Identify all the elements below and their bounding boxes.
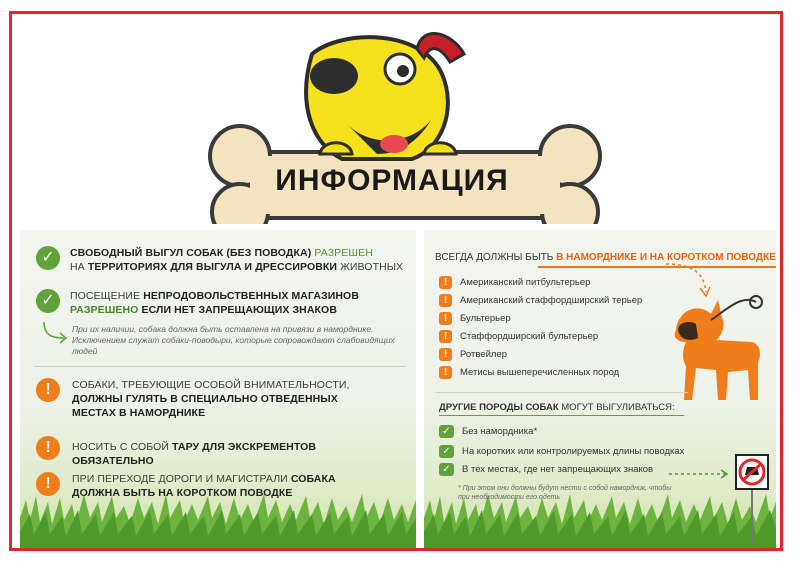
header-text: В НАМОРДНИКЕ И НА КОРОТКОМ ПОВОДКЕ [556,252,776,263]
breed-item [439,294,642,307]
rule-text: ДОЛЖНЫ ГУЛЯТЬ В СПЕЦИАЛЬНО ОТВЕДЕННЫХ МЕСТАХ В НАМОРДНИКЕ [72,393,338,419]
other-label: В тех местах, где нет запрещающих знаков [462,464,654,475]
breed-label: Бультерьер [460,313,511,324]
arrow-icon [669,468,731,480]
rule-text: СВОБОДНЫЙ ВЫГУЛ СОБАК (БЕЗ ПОВОДКА) [70,247,315,259]
rule-shops [36,289,410,317]
rule-waste [36,436,392,468]
panel-divider [419,224,421,551]
rule-special-attention [36,378,382,420]
divider [34,366,406,367]
breed-label: Американский стаффордширский терьер [460,295,643,306]
divider [436,392,688,393]
checkmark-icon: ✓ [439,445,454,458]
breed-label: Метисы вышеперечисленных пород [460,367,620,378]
underline [538,266,776,268]
rule-text: НЕПРОДОВОЛЬСТВЕННЫХ МАГАЗИНОВ [143,290,360,302]
breed-label: Ротвейлер [460,349,507,360]
rule-text: ПОСЕЩЕНИЕ [70,290,144,302]
exclamation-icon: ! [36,436,60,460]
other-breeds-header [439,402,675,413]
breed-item [439,366,619,379]
header [12,14,780,224]
exclamation-icon: ! [36,472,60,496]
muzzle-breeds-header [435,252,776,263]
other-label: На коротких или контролируемых длины поводках [462,446,685,457]
breed-label: Американский питбультерьер [460,277,591,288]
page-title: ИНФОРМАЦИЯ [275,164,509,197]
poster-frame [9,11,783,551]
rule-text: ТАРУ ДЛЯ ЭКСКРЕМЕНТОВ ОБЯЗАТЕЛЬНО [72,441,317,467]
checkmark-icon: ✓ [36,289,60,313]
rule-text: СОБАКА ДОЛЖНА БЫТЬ НА КОРОТКОМ ПОВОДКЕ [72,473,336,499]
header-text: МОГУТ ВЫГУЛИВАТЬСЯ: [558,402,675,413]
other-label: Без намордника* [462,426,538,437]
shops-note: При их наличии, собака должна быть оставлена на привязи в наморднике. Исключением служат собаки-поводыри, которые сопровождают слабовидящих людей [72,324,395,356]
exclamation-icon: ! [439,348,452,361]
rule-free-walking [36,246,410,274]
exclamation-icon: ! [36,378,60,402]
breed-item [439,312,511,325]
other-item [439,425,537,438]
underline [439,415,684,416]
breed-label: Стаффордширский бультерьер [460,331,599,342]
checkmark-icon: ✓ [439,463,454,476]
rule-road-crossing [36,472,382,500]
rule-text: ЖИВОТНЫХ [337,261,404,273]
rule-text: ЕСЛИ НЕТ ЗАПРЕЩАЮЩИХ ЗНАКОВ [138,304,337,316]
arrow-icon [40,320,70,346]
rule-text: РАЗРЕШЕН [314,247,373,259]
exclamation-icon: ! [439,312,452,325]
breed-item [439,276,590,289]
rule-text: ПРИ ПЕРЕХОДЕ ДОРОГИ И МАГИСТРАЛИ [72,473,291,485]
rule-text: ТЕРРИТОРИЯХ ДЛЯ ВЫГУЛА И ДРЕССИРОВКИ [87,261,338,273]
rule-text: РАЗРЕШЕНО [70,304,139,316]
breed-item [439,348,507,361]
exclamation-icon: ! [439,294,452,307]
exclamation-icon: ! [439,276,452,289]
checkmark-icon: ✓ [439,425,454,438]
header-text: ДРУГИЕ ПОРОДЫ СОБАК [439,402,559,413]
header-text: ВСЕГДА ДОЛЖНЫ БЫТЬ [435,252,557,263]
checkmark-icon: ✓ [36,246,60,270]
other-item [439,463,653,476]
rule-text: НА [70,261,88,273]
exclamation-icon: ! [439,366,452,379]
rule-text: НОСИТЬ С СОБОЙ [72,441,173,453]
dog-mascot-icon [306,34,464,159]
no-dogs-sign-icon [732,453,772,543]
other-item [439,445,684,458]
exclamation-icon: ! [439,330,452,343]
breed-item [439,330,598,343]
footnote: * При этом они должны будут нести с собой намордник, чтобы при необходимости его одеть [458,485,672,501]
rule-text: СОБАКИ, ТРЕБУЮЩИЕ ОСОБОЙ ВНИМАТЕЛЬНОСТИ, [72,379,350,391]
